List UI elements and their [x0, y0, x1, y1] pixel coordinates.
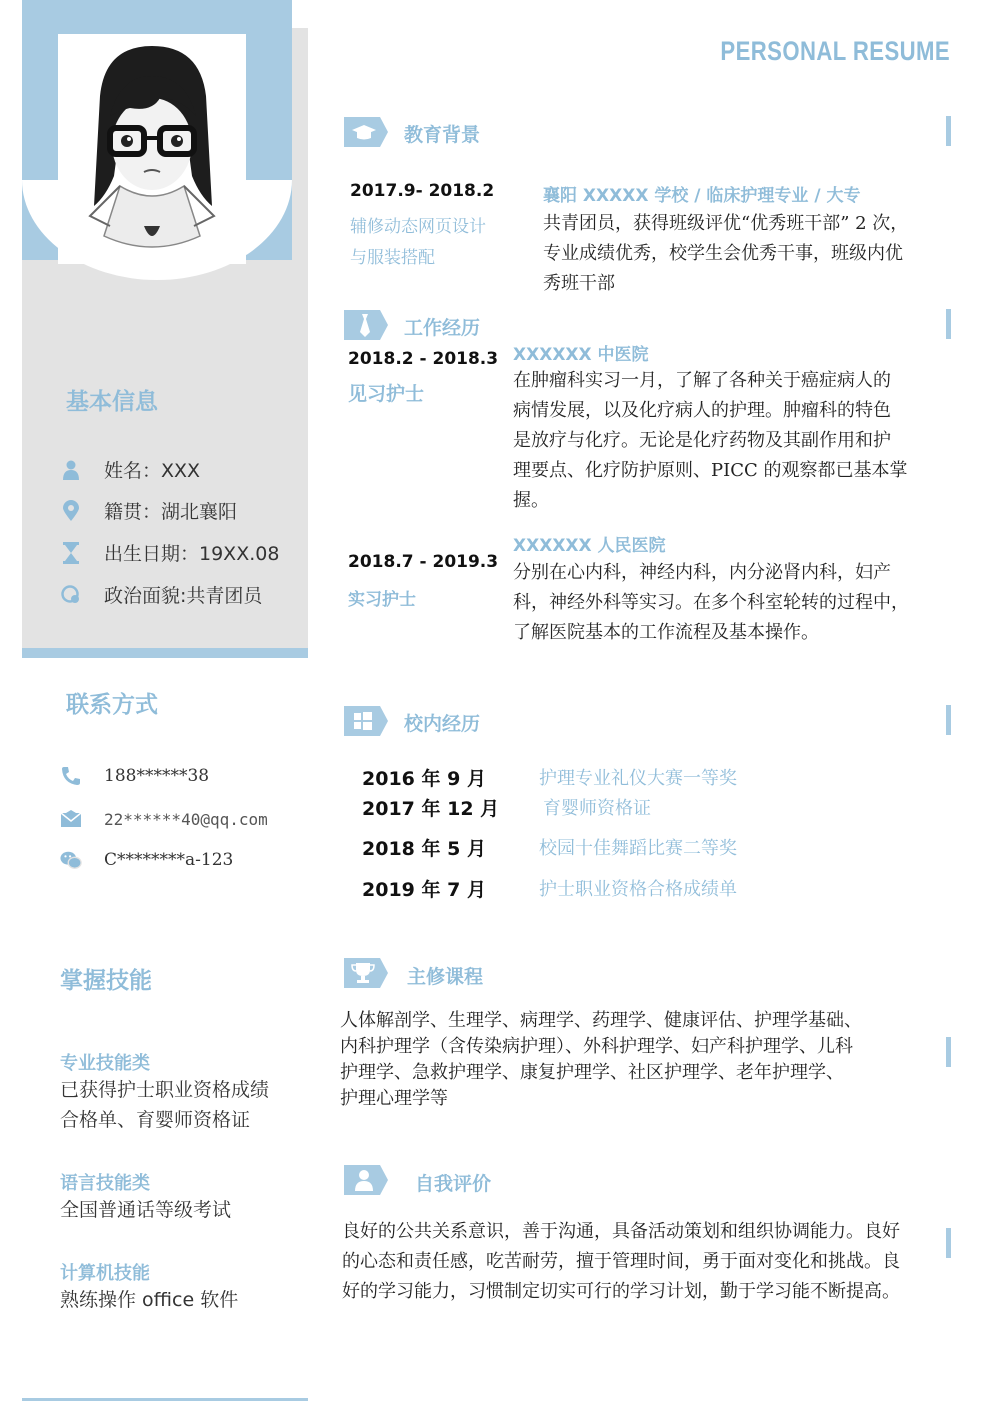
section-bar [946, 1037, 951, 1067]
skill-group-text [60, 1075, 269, 1135]
contact-email-text: 22******40@qq.com [104, 809, 268, 829]
education-desc [543, 209, 908, 299]
education-school: 襄阳 XXXXX 学校 / 临床护理专业 / 大专 [543, 186, 861, 206]
courses-text [340, 1008, 862, 1112]
campus-date: 2019 年 7 月 [362, 879, 486, 901]
campus-date: 2017 年 12 月 [362, 798, 500, 820]
campus-title: 校内经历 [404, 713, 481, 735]
campus-date: 2018 年 5 月 [362, 838, 486, 860]
trophy-icon [344, 958, 388, 988]
education-title: 教育背景 [404, 124, 481, 146]
sidebar-bottom-line [22, 1398, 308, 1401]
self-eval-text [342, 1217, 962, 1307]
phone-icon [60, 765, 82, 787]
contact-heading: 联系方式 [66, 692, 158, 718]
tie-icon [344, 310, 388, 340]
skills-heading: 掌握技能 [60, 968, 152, 994]
work-desc-line: 分别在心内科，神经内科，内分泌肾内科，妇产 [513, 562, 891, 583]
skill-group-title: 计算机技能 [60, 1263, 150, 1284]
work-desc-line: 在肿瘤科实习一月，了解了各种关于癌症病人的 [513, 370, 891, 391]
info-birth-text: 出生日期：19XX.08 [104, 543, 280, 565]
section-bar [946, 116, 951, 146]
windows-icon [344, 706, 388, 736]
info-name [60, 456, 200, 483]
contact-email [60, 808, 268, 830]
campus-item: 校园十佳舞蹈比赛二等奖 [539, 838, 737, 859]
info-hometown-text: 籍贯：湖北襄阳 [104, 501, 238, 523]
section-bar [946, 309, 951, 339]
courses-line: 护理学、急救护理学、康复护理学、社区护理学、老年护理学、 [340, 1062, 844, 1083]
education-minor-line: 辅修动态网页设计 [350, 217, 486, 237]
campus-item: 护理专业礼仪大赛一等奖 [539, 768, 737, 789]
person-icon [60, 459, 82, 481]
skill-group-title: 专业技能类 [60, 1053, 150, 1074]
self-eval-line: 良好的公共关系意识，善于沟通，具备活动策划和组织协调能力。良好 [342, 1221, 900, 1242]
work-date: 2018.7 - 2019.3 [348, 552, 499, 572]
self-eval-line: 的心态和责任感，吃苦耐劳，擅于管理时间，勇于面对变化和挑战。良 [342, 1251, 900, 1272]
basic-info-heading: 基本信息 [66, 389, 158, 415]
education-minor-line: 与服装搭配 [350, 248, 435, 268]
work-org: XXXXXX 中医院 [513, 345, 649, 365]
education-date: 2017.9- 2018.2 [350, 181, 495, 201]
mail-icon [60, 808, 82, 830]
wechat-icon [60, 849, 82, 871]
self-eval-title: 自我评价 [415, 1173, 492, 1195]
work-org: XXXXXX 人民医院 [513, 536, 666, 556]
self-eval-line: 好的学习能力，习惯制定切实可行的学习计划，勤于学习能不断提高。 [342, 1281, 900, 1302]
skill-line: 全国普通话等级考试 [60, 1199, 232, 1221]
work-date: 2018.2 - 2018.3 [348, 349, 499, 369]
education-desc-line: 专业成绩优秀，校学生会优秀干事，班级内优 [543, 243, 903, 264]
location-pin-icon [60, 500, 82, 522]
info-hometown [60, 497, 237, 524]
contact-phone-text: 188******38 [104, 766, 210, 786]
work-desc-line: 理要点、化疗防护原则、PICC 的观察都已基本掌 [513, 460, 908, 481]
skill-line: 已获得护士职业资格成绩 [60, 1079, 270, 1101]
skill-line: 合格单、育婴师资格证 [60, 1109, 251, 1131]
work-desc-line: 握。 [513, 490, 549, 511]
avatar [60, 36, 244, 262]
section-bar [946, 705, 951, 735]
campus-date: 2016 年 9 月 [362, 768, 486, 790]
title-accent-block [292, 28, 308, 52]
contact-wechat [60, 849, 233, 871]
education-desc-line: 秀班干部 [543, 273, 615, 294]
info-political [60, 581, 262, 608]
work-desc-line: 了解医院基本的工作流程及基本操作。 [513, 622, 819, 643]
user-icon [344, 1165, 388, 1195]
resume-title: PERSONAL RESUME [720, 36, 950, 66]
badge-icon [60, 584, 82, 606]
work-desc [513, 558, 909, 648]
skill-group-text [60, 1285, 238, 1315]
courses-line: 护理心理学等 [340, 1088, 448, 1109]
info-birth [60, 539, 279, 566]
contact-phone [60, 765, 209, 787]
info-political-text: 政治面貌:共青团员 [104, 585, 263, 607]
campus-item: 护士职业资格合格成绩单 [539, 879, 737, 900]
work-desc [513, 366, 908, 516]
courses-title: 主修课程 [407, 966, 484, 988]
courses-line: 内科护理学（含传染病护理）、外科护理学、妇产科护理学、儿科 [340, 1036, 853, 1057]
work-role: 实习护士 [348, 590, 416, 610]
hourglass-icon [60, 542, 82, 564]
info-name-text: 姓名：XXX [104, 460, 201, 482]
skill-line: 熟练操作 office 软件 [60, 1289, 239, 1311]
work-role: 见习护士 [348, 383, 425, 405]
campus-item: 育婴师资格证 [543, 798, 651, 819]
education-desc-line: 共青团员，获得班级评优“优秀班干部” 2 次， [543, 213, 909, 234]
work-desc-line: 科，神经外科等实习。在多个科室轮转的过程中， [513, 592, 909, 613]
courses-line: 人体解剖学、生理学、病理学、药理学、健康评估、护理学基础、 [340, 1010, 862, 1031]
graduation-cap-icon [344, 117, 388, 147]
work-title: 工作经历 [404, 317, 481, 339]
work-desc-line: 是放疗与化疗。无论是化疗药物及其副作用和护 [513, 430, 891, 451]
skill-group-title: 语言技能类 [60, 1173, 150, 1194]
work-desc-line: 病情发展，以及化疗病人的护理。肿瘤科的特色 [513, 400, 891, 421]
skill-group-text [60, 1195, 231, 1225]
education-minor [350, 212, 486, 274]
contact-wechat-text: C********a-123 [104, 850, 234, 870]
sidebar-divider [22, 648, 308, 658]
